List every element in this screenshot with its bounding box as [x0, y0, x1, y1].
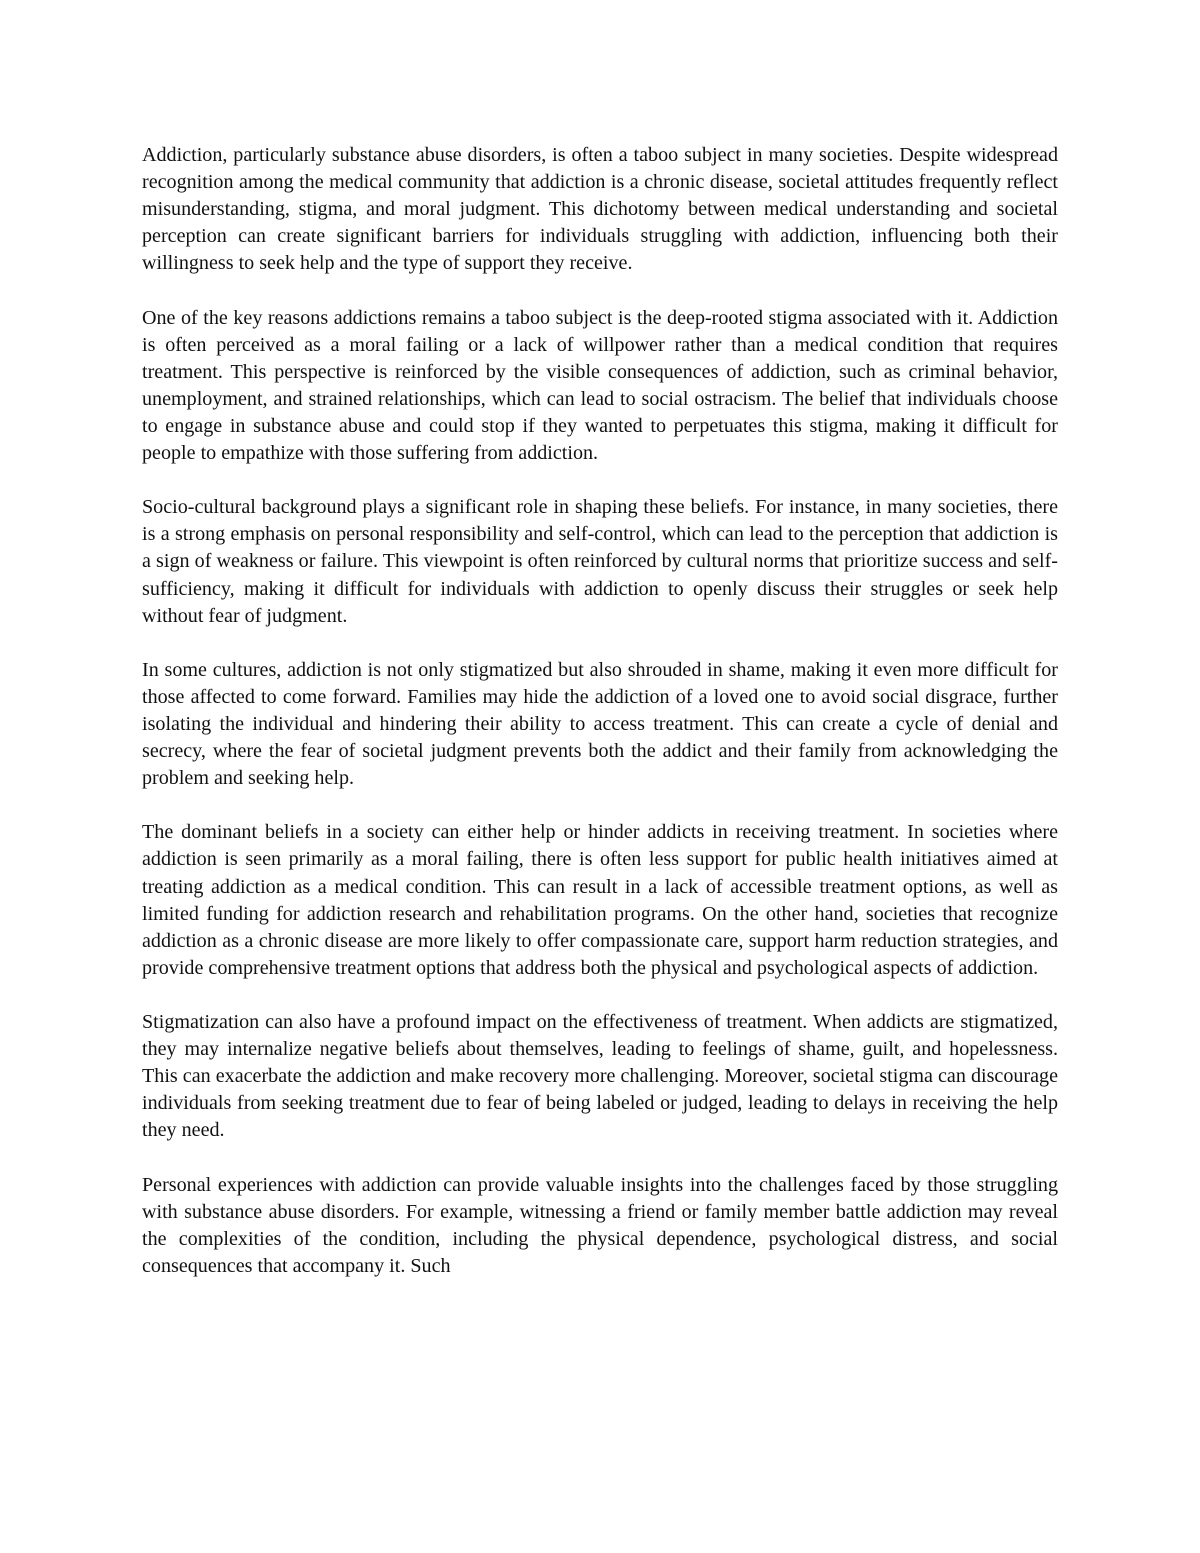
- paragraph-3: Socio-cultural background plays a significant role in shaping these beliefs. For instance, in many societies, there is a strong emphasis on personal responsibility and self-control, which can lead to the perception that addiction is a sign of weakness or failure. This viewpoint is often reinforced by cultural norms that prioritize success and self-sufficiency, making it difficult for individuals with addiction to openly discuss their struggles or seek help without fear of judgment.: [142, 496, 1058, 627]
- paragraph-5: The dominant beliefs in a society can either help or hinder addicts in receiving treatment. In societies where addiction is seen primarily as a moral failing, there is often less support for public health initiatives aimed at treating addiction as a medical condition. This can result in a lack of accessible treatment options, as well as limited funding for addiction research and rehabilitation programs. On the other hand, societies that recognize addiction as a chronic disease are more likely to offer compassionate care, support harm reduction strategies, and provide comprehensive treatment options that address both the physical and psychological aspects of addiction.: [142, 821, 1058, 979]
- paragraph-6: Stigmatization can also have a profound impact on the effectiveness of treatment. When addicts are stigmatized, they may internalize negative beliefs about themselves, leading to feelings of shame, guilt, and hopelessness. This can exacerbate the addiction and make recovery more challenging. Moreover, societal stigma can discourage individuals from seeking treatment due to fear of being labeled or judged, leading to delays in receiving the help they need.: [142, 1011, 1058, 1142]
- document-page: [142, 142, 1058, 1280]
- paragraph-2: One of the key reasons addictions remains a taboo subject is the deep-rooted stigma associated with it. Addiction is often perceived as a moral failing or a lack of willpower rather than a medical condition that requires treatment. This perspective is reinforced by the visible consequences of addiction, such as criminal behavior, unemployment, and strained relationships, which can lead to social ostracism. The belief that individuals choose to engage in substance abuse and could stop if they wanted to perpetuates this stigma, making it difficult for people to empathize with those suffering from addiction.: [142, 306, 1058, 465]
- paragraph-4: In some cultures, addiction is not only stigmatized but also shrouded in shame, making it even more difficult for those affected to come forward. Families may hide the addiction of a loved one to avoid social disgrace, further isolating the individual and hindering their ability to access treatment. This can create a cycle of denial and secrecy, where the fear of societal judgment prevents both the addict and their family from acknowledging the problem and seeking help.: [142, 658, 1058, 790]
- paragraph-1: Addiction, particularly substance abuse disorders, is often a taboo subject in many societies. Despite widespread recognition among the medical community that addiction is a chronic disease, societal attitudes frequently reflect misunderstanding, stigma, and moral judgment. This dichotomy between medical understanding and societal perception can create significant barriers for individuals struggling with addiction, influencing both their willingness to seek help and the type of support they receive.: [142, 144, 1058, 275]
- paragraph-7: Personal experiences with addiction can provide valuable insights into the challenges faced by those struggling with substance abuse disorders. For example, witnessing a friend or family member battle addiction may reveal the complexities of the condition, including the physical dependence, psychological distress, and social consequences that accompany it. Such: [142, 1173, 1058, 1277]
